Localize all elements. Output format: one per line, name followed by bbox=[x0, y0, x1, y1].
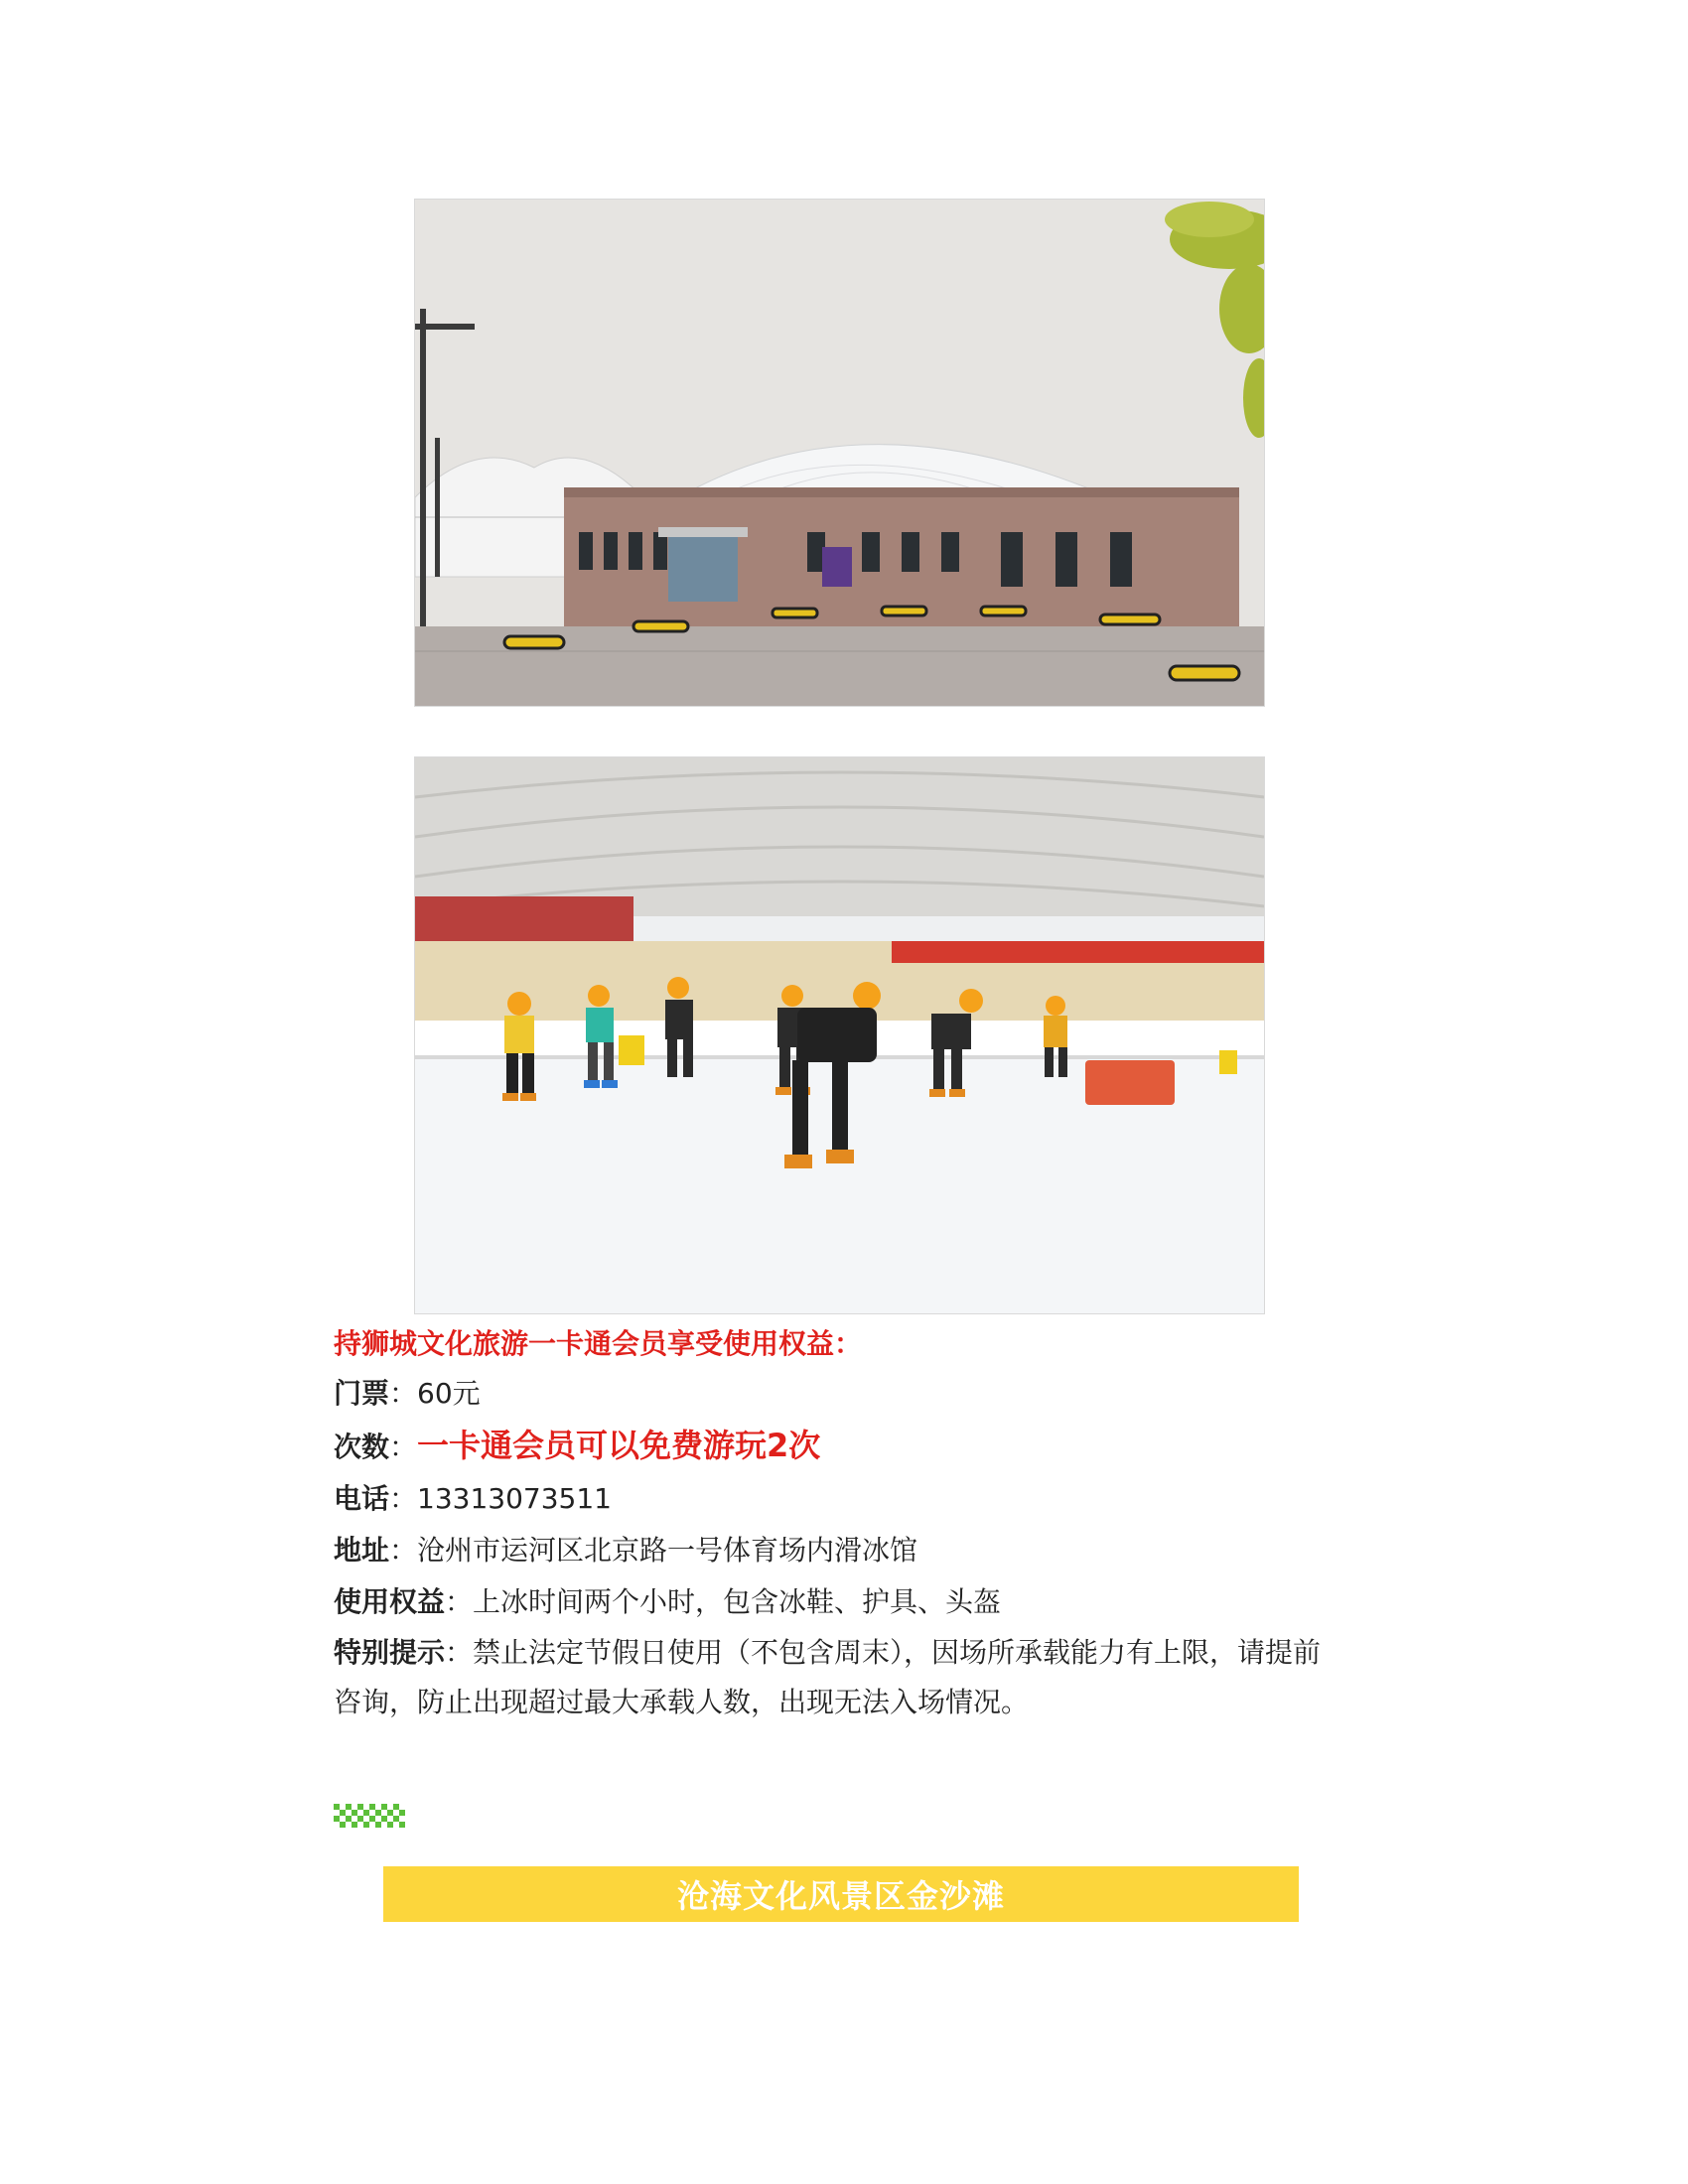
notice-value: 禁止法定节假日使用（不包含周末），因场所承载能力有上限，请提前咨询，防止出现超过最大承载人数，出现无法入场情况。 bbox=[334, 1636, 1322, 1718]
rights-value: 上冰时间两个小时，包含冰鞋、护具、头盔 bbox=[473, 1585, 1002, 1618]
rights-label: 使用权益 bbox=[334, 1585, 446, 1618]
times-value: 一卡通会员可以免费游玩2次 bbox=[417, 1427, 821, 1464]
notice-row bbox=[334, 1628, 1346, 1727]
times-sep: ： bbox=[389, 1431, 418, 1463]
address-sep: ： bbox=[389, 1534, 418, 1567]
address-row bbox=[334, 1525, 1346, 1576]
ticket-sep: ： bbox=[389, 1377, 418, 1410]
phone-number[interactable]: 13313073511 bbox=[417, 1482, 612, 1515]
phone-label: 电话 bbox=[334, 1482, 390, 1515]
rink-building-illustration bbox=[415, 200, 1264, 706]
ticket-label: 门票 bbox=[334, 1377, 390, 1410]
phone-sep: ： bbox=[389, 1482, 418, 1515]
rights-sep: ： bbox=[445, 1585, 474, 1618]
ticket-price: 60元 bbox=[417, 1377, 481, 1410]
phone-row bbox=[334, 1473, 1346, 1525]
section-banner-title: 沧海文化风景区金沙滩 bbox=[676, 1877, 1005, 1915]
notice-label: 特别提示 bbox=[334, 1636, 446, 1669]
times-row bbox=[334, 1420, 1346, 1473]
benefits-section bbox=[334, 1320, 1346, 1727]
notice-sep: ： bbox=[445, 1636, 474, 1669]
section-banner bbox=[383, 1866, 1299, 1922]
address-value: 沧州市运河区北京路一号体育场内滑冰馆 bbox=[417, 1534, 918, 1567]
ticket-row bbox=[334, 1368, 1346, 1420]
times-label: 次数 bbox=[334, 1431, 390, 1463]
skaters-illustration bbox=[415, 757, 1264, 1313]
checker-divider-icon bbox=[334, 1804, 405, 1828]
address-label: 地址 bbox=[334, 1534, 390, 1567]
rink-building-photo bbox=[414, 199, 1265, 707]
skating-rink-photo bbox=[414, 756, 1265, 1314]
rights-row bbox=[334, 1576, 1346, 1628]
benefits-heading: 持狮城文化旅游一卡通会员享受使用权益： bbox=[334, 1327, 863, 1360]
